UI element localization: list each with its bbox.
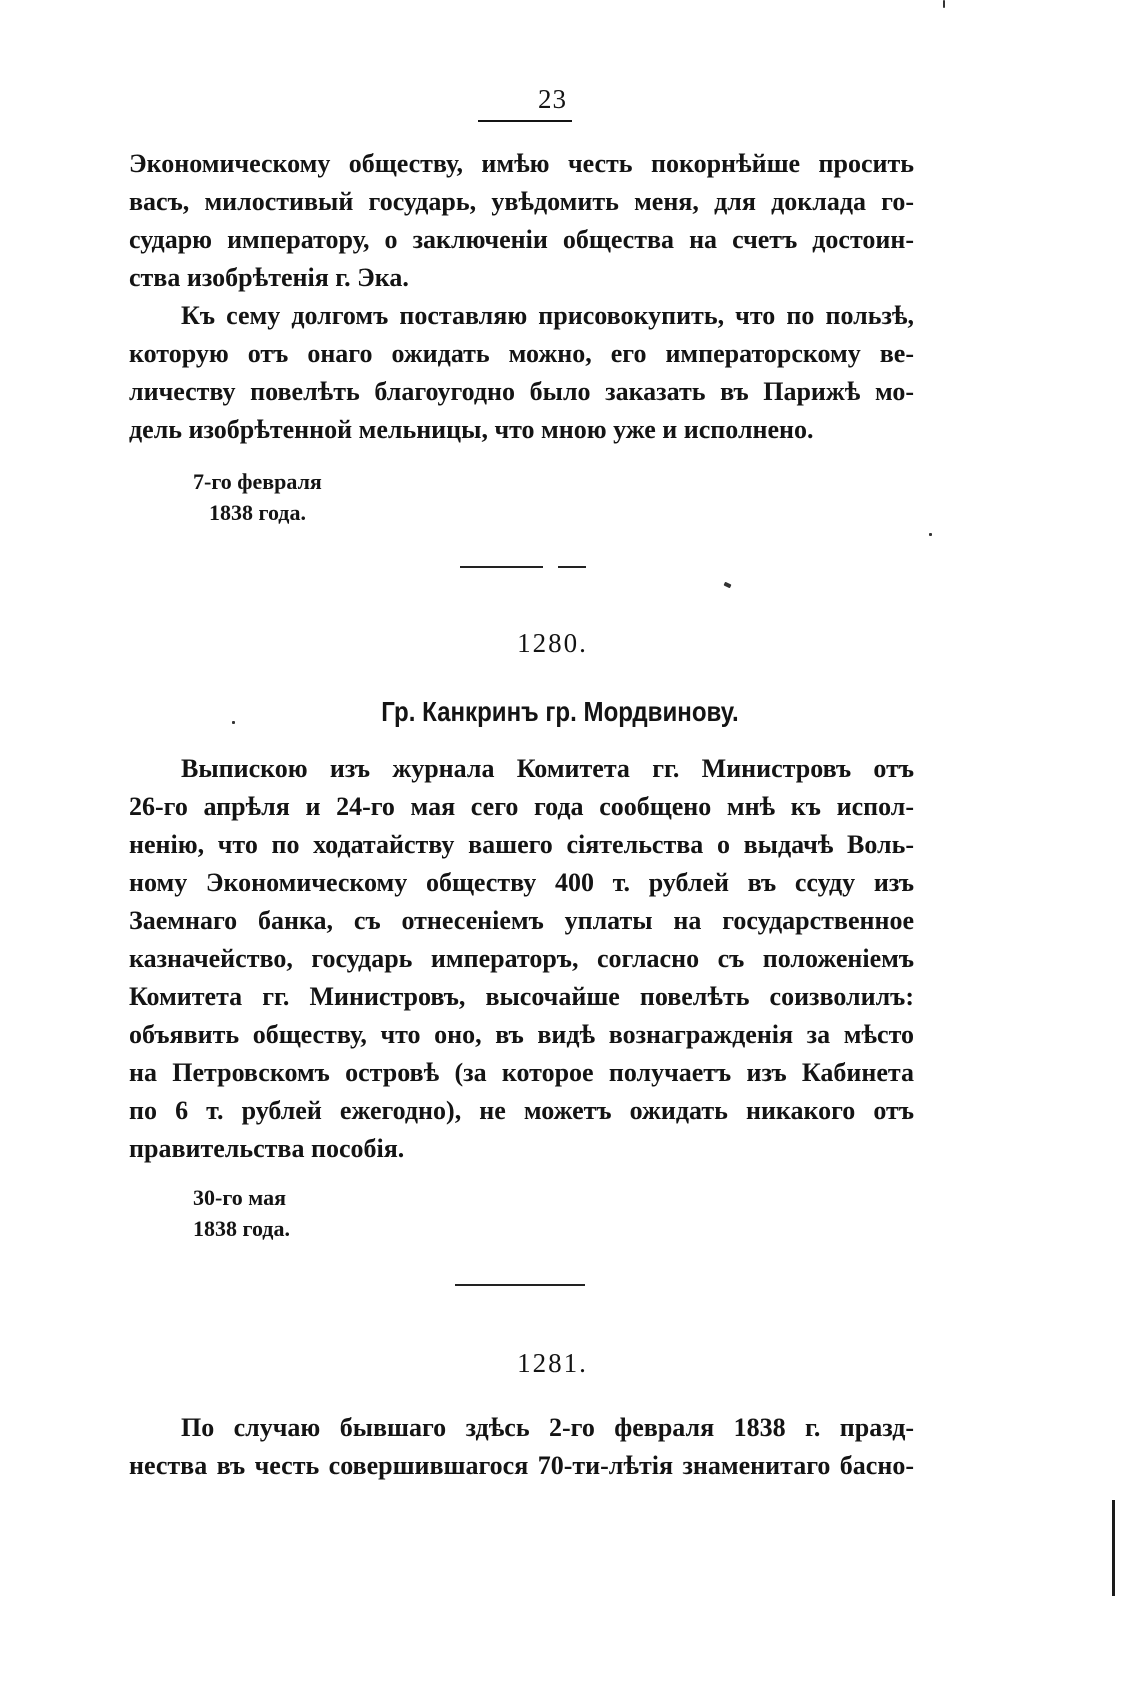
- text-line: 26-го апрѣля и 24-го мая сего года сообщено мнѣ къ испол-: [129, 792, 914, 821]
- page-number: 23: [538, 84, 567, 114]
- ink-speck: [723, 582, 731, 589]
- document-heading-1280: Гр. Канкринъ гр. Мордвинову.: [381, 696, 739, 727]
- continuation-paragraph-1: [129, 145, 914, 297]
- ink-speck: [929, 533, 932, 536]
- text-line: Выпискою изъ журнала Комитета гг. Министровъ отъ: [181, 754, 914, 783]
- continuation-paragraph-2: [129, 297, 914, 449]
- ink-speck: [943, 0, 945, 8]
- scan-edge-mark: [1112, 1500, 1115, 1596]
- document-number-1280: 1280.: [517, 628, 588, 658]
- text-line: нества въ честь совершившагося 70-ти-лѣтія знаменитаго басно-: [129, 1451, 914, 1480]
- text-line: Къ сему долгомъ поставляю присовокупить, что по пользѣ,: [181, 301, 914, 330]
- separator-rule: [558, 566, 586, 568]
- text-line: сударю императору, о заключеніи общества на счетъ достоин-: [129, 225, 914, 254]
- text-line: которую отъ онаго ожидать можно, его императорскому ве-: [129, 339, 914, 368]
- text-line: дель изобрѣтенной мельницы, что мною уже и исполнено.: [129, 415, 814, 444]
- text-line: правительства пособія.: [129, 1134, 405, 1163]
- text-line: казначейство, государь императоръ, согласно съ положеніемъ: [129, 944, 914, 973]
- document-date-day-1280: 30-го мая: [193, 1185, 287, 1210]
- text-line: объявить обществу, что оно, въ видѣ вознагражденія за мѣсто: [129, 1020, 914, 1049]
- document-date-year-1280: 1838 года.: [193, 1216, 290, 1241]
- text-line: ненію, что по ходатайству вашего сіятельства о выдачѣ Воль-: [129, 830, 914, 859]
- page-number-underline: [478, 120, 572, 122]
- separator-rule: [460, 566, 543, 568]
- text-line: на Петровскомъ островѣ (за которое получаетъ изъ Кабинета: [129, 1058, 914, 1087]
- separator-rule: [455, 1284, 585, 1286]
- text-line: Экономическому обществу, имѣю честь покорнѣйше просить: [129, 149, 914, 178]
- text-line: ному Экономическому обществу 400 т. рублей въ ссуду изъ: [129, 868, 914, 897]
- text-line: личеству повелѣть благоугодно было заказать въ Парижѣ мо-: [129, 377, 914, 406]
- document-body-1280: [129, 750, 914, 1168]
- text-line: по 6 т. рублей ежегодно), не можетъ ожидать никакого отъ: [129, 1096, 914, 1125]
- text-line: васъ, милостивый государь, увѣдомить меня, для доклада го-: [129, 187, 914, 216]
- ink-speck: [232, 721, 235, 724]
- text-line: Комитета гг. Министровъ, высочайше повелѣть соизволилъ:: [129, 982, 914, 1011]
- text-line: ства изобрѣтенія г. Эка.: [129, 263, 409, 292]
- text-line: По случаю бывшаго здѣсь 2-го февраля 1838 г. празд-: [181, 1413, 914, 1442]
- letter-date-day: 7-го февраля: [193, 469, 322, 494]
- document-body-1281: [129, 1409, 914, 1485]
- text-line: Заемнаго банка, съ отнесеніемъ уплаты на государственное: [129, 906, 914, 935]
- document-number-1281: 1281.: [517, 1348, 588, 1378]
- letter-date-year: 1838 года.: [209, 500, 306, 525]
